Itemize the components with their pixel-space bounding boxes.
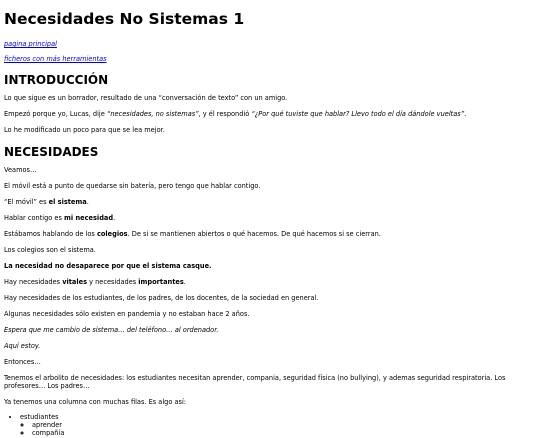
needs-paragraph-11 — [4, 326, 536, 335]
text: Hablar contigo es — [4, 213, 65, 222]
italic-text: Aquí estoy. — [4, 341, 41, 350]
needs-paragraph-1: Veamos… — [4, 165, 37, 174]
needs-paragraph-7 — [4, 262, 536, 271]
italic-text: Espera que me cambio de sistema… del teléfono… al ordenador. — [4, 325, 219, 334]
needs-paragraph-15: Ya tenemos una columna con muchas filas. Es algo así: — [4, 398, 187, 407]
needs-paragraph-3 — [4, 198, 536, 207]
intro-paragraph-3: Lo he modificado un poco para que se lea mejor. — [4, 126, 165, 135]
text: . De si se mantienen abiertos o qué hacemos. De qué hacemos si se cierran. — [127, 229, 381, 238]
quote-2: “¿Por qué tuviste que hablar? Llevo todo el día dándole vueltas” — [251, 110, 465, 119]
needs-paragraph-14: Tenemos el arbolito de necesidades: los estudiantes necesitan aprender, compania, seguridad física (no bullying), y ademas seguridad respiratoria. Los profesores… Los padres… — [4, 373, 506, 391]
page-title: Necesidades No Sistemas 1 — [4, 10, 245, 28]
link-main-page[interactable]: pagina principal — [4, 40, 57, 48]
section-heading-intro: INTRODUCCIÓN — [4, 73, 109, 88]
quote-1: “necesidades, no sistemas” — [106, 110, 199, 119]
text: , y él respondió — [198, 110, 252, 119]
bold-text: vitales — [62, 277, 88, 286]
intro-paragraph-2 — [4, 110, 536, 119]
needs-paragraph-9: Hay necesidades de los estudiantes, de los padres, de los docentes, de la sociedad en general. — [4, 293, 319, 302]
needs-paragraph-10: Algunas necesidades sólo existen en pandemia y no estaban hace 2 años. — [4, 309, 250, 318]
text: . — [464, 110, 467, 119]
text: . — [113, 213, 116, 222]
list-item — [20, 414, 536, 437]
list-item: ◦ compañía — [32, 430, 536, 438]
needs-paragraph-5 — [4, 230, 536, 239]
needs-paragraph-4 — [4, 214, 536, 223]
bold-text: colegios — [96, 229, 128, 238]
list-item-label: estudiantes — [20, 413, 59, 422]
text: Empezó porque yo, Lucas, dije — [4, 110, 107, 119]
needs-paragraph-6: Los colegios son el sistema. — [4, 245, 96, 254]
needs-paragraph-8 — [4, 278, 536, 287]
bold-text: importantes — [138, 277, 184, 286]
nav-links — [4, 40, 536, 63]
text: Estábamos hablando de los — [4, 229, 97, 238]
text: . — [183, 277, 186, 286]
needs-sublist — [20, 422, 536, 438]
needs-paragraph-2: El móvil está a punto de quedarse sin batería, pero tengo que hablar contigo. — [4, 181, 261, 190]
bold-text: La necesidad no desaparece por que el sistema casque. — [4, 261, 212, 270]
bold-text: mi necesidad — [64, 213, 114, 222]
text: “El móvil” es — [4, 197, 49, 206]
needs-list — [4, 414, 536, 437]
list-item: ◦ aprender — [32, 422, 536, 430]
section-heading-needs: NECESIDADES — [4, 144, 99, 159]
needs-paragraph-12 — [4, 342, 536, 351]
text: y necesidades — [87, 277, 139, 286]
bold-text: el sistema — [48, 197, 87, 206]
link-more-tools[interactable]: ficheros con más herramientas — [4, 54, 107, 63]
intro-paragraph-1: Lo que sigue es un borrador, resultado de una “conversación de texto” con un amigo. — [4, 94, 288, 103]
text: Hay necesidades — [4, 277, 63, 286]
text: . — [86, 197, 89, 206]
needs-paragraph-13: Entonces… — [4, 357, 41, 366]
